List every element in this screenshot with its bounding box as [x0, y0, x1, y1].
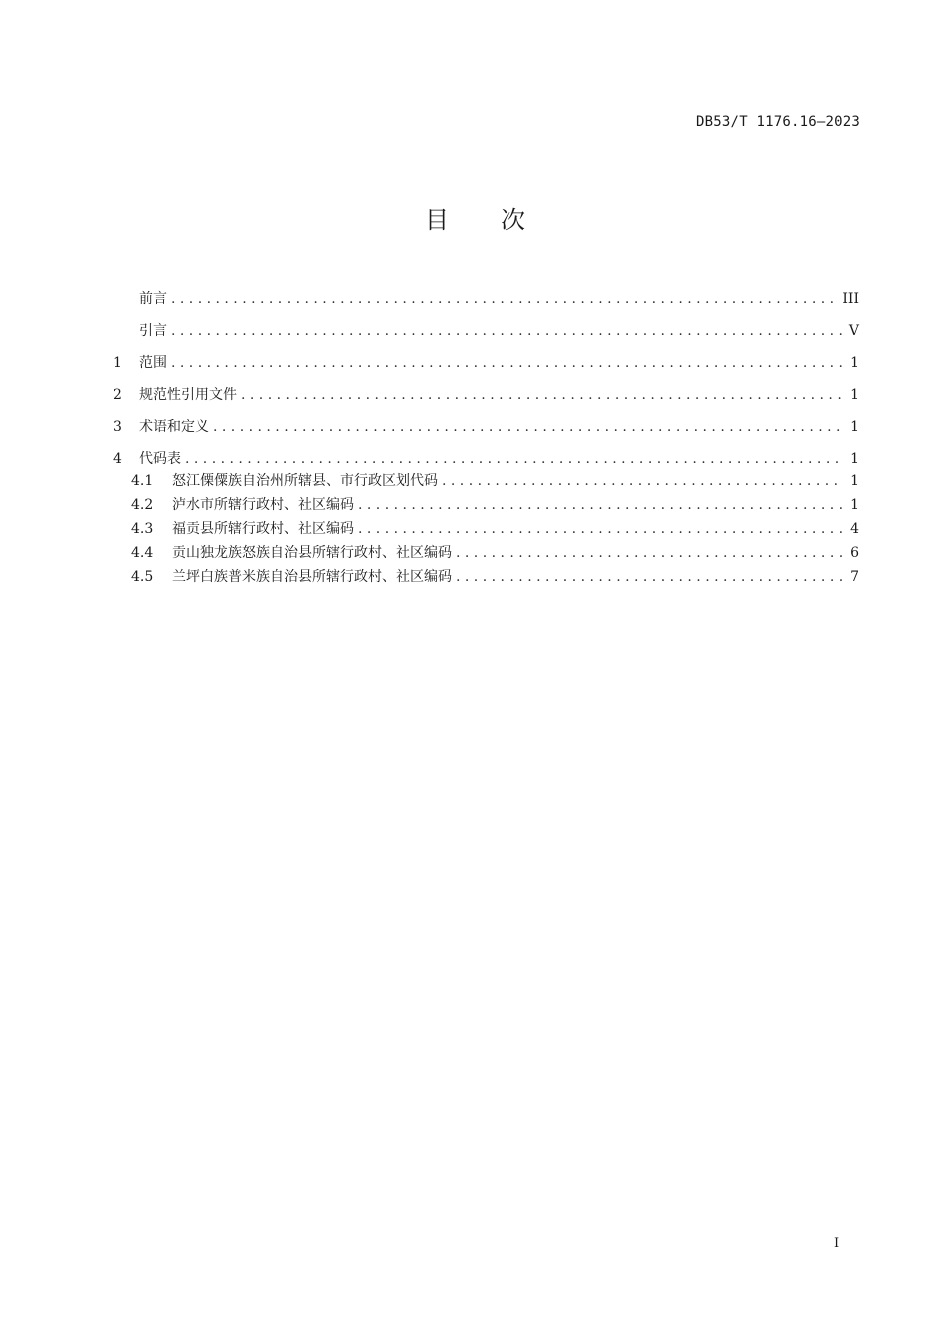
toc-entry-number: 2: [113, 387, 122, 403]
toc-entry-text: 泸水市所辖行政村、社区编码: [172, 497, 354, 513]
toc-entry-text: 兰坪白族普米族自治县所辖行政村、社区编码: [172, 569, 452, 585]
toc-entry-number: 3: [113, 419, 122, 435]
toc-entry-text: 前言: [139, 291, 167, 307]
toc-entry-page: 4: [850, 521, 859, 537]
toc-entry-number: 4.4: [131, 545, 154, 561]
page-number: I: [834, 1236, 840, 1251]
toc-entry-page: V: [848, 323, 859, 339]
toc-entry-page: 1: [850, 387, 859, 403]
toc-entry-normative-references[interactable]: [113, 383, 859, 415]
toc-leader-dots: [358, 519, 843, 539]
toc-entry-number: 4.3: [131, 521, 154, 537]
document-code: DB53/T 1176.16—2023: [696, 114, 860, 130]
toc-entry-page: 7: [850, 569, 859, 585]
toc-entry-text: 范围: [139, 355, 167, 371]
toc-entry-terms-definitions[interactable]: [113, 415, 859, 447]
toc-leader-dots: [213, 415, 843, 439]
toc-leader-dots: [442, 471, 843, 491]
toc-entry-number: 4.5: [131, 569, 154, 585]
toc-entry-text: 贡山独龙族怒族自治县所辖行政村、社区编码: [172, 545, 452, 561]
toc-entry-page: 1: [850, 355, 859, 371]
toc-entry-text: 引言: [139, 323, 167, 339]
toc-entry-scope[interactable]: [113, 351, 859, 383]
toc-title: 目次: [425, 206, 577, 234]
toc-entry-text: 怒江傈僳族自治州所辖县、市行政区划代码: [172, 473, 438, 489]
toc-entry-number: 4: [113, 451, 122, 467]
toc-entry-foreword[interactable]: [113, 287, 859, 319]
toc-entry-page: 1: [850, 451, 859, 467]
toc-entry-text: 规范性引用文件: [139, 387, 237, 403]
toc-leader-dots: [358, 495, 843, 515]
toc-entry-page: 6: [850, 545, 859, 561]
toc-entry-page: III: [842, 291, 859, 307]
toc-subentry-4-1[interactable]: [113, 471, 859, 495]
toc-leader-dots: [171, 319, 843, 343]
toc-list: [113, 287, 859, 591]
toc-subentry-4-5[interactable]: [113, 567, 859, 591]
toc-entry-number: 4.1: [131, 473, 154, 489]
toc-entry-number: 4.2: [131, 497, 154, 513]
toc-leader-dots: [185, 447, 843, 471]
toc-leader-dots: [171, 351, 843, 375]
toc-entry-page: 1: [850, 419, 859, 435]
toc-subentry-4-2[interactable]: [113, 495, 859, 519]
toc-entry-text: 术语和定义: [139, 419, 209, 435]
toc-leader-dots: [456, 567, 843, 587]
toc-leader-dots: [456, 543, 843, 563]
toc-entry-text: 福贡县所辖行政村、社区编码: [172, 521, 354, 537]
toc-entry-introduction[interactable]: [113, 319, 859, 351]
toc-entry-text: 代码表: [139, 451, 181, 467]
toc-leader-dots: [241, 383, 843, 407]
toc-entry-number: 1: [113, 355, 122, 371]
toc-subentry-4-4[interactable]: [113, 543, 859, 567]
toc-entry-page: 1: [850, 497, 859, 513]
toc-subentry-4-3[interactable]: [113, 519, 859, 543]
toc-entry-page: 1: [850, 473, 859, 489]
toc-leader-dots: [171, 287, 836, 311]
